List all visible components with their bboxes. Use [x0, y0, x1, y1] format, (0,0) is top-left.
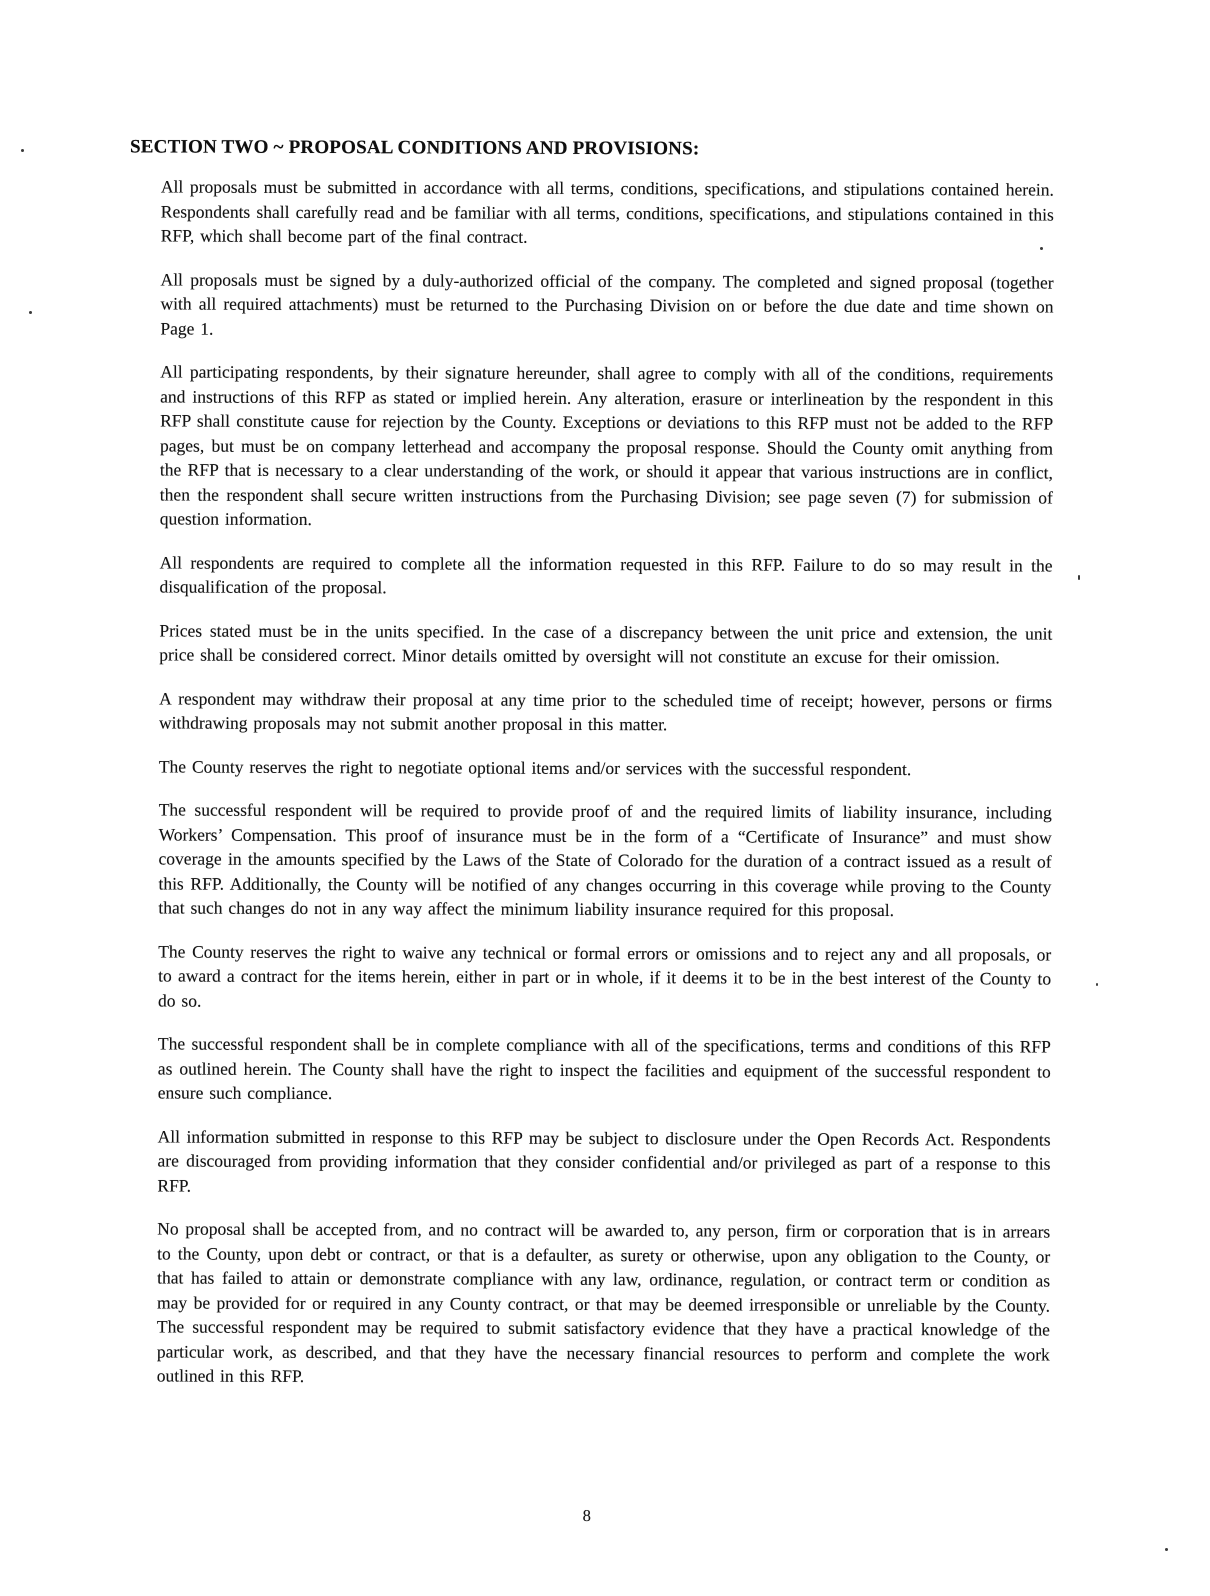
- page-number: 8: [582, 1505, 591, 1525]
- document-body: [157, 174, 1054, 1410]
- paragraph-insurance: The successful respondent will be required to provide proof of and the required limits of liability insurance, including Workers’ Compensation. This proof of insurance must be in the form of a “Certificate of Insurance” and must show coverage in the amounts specified by the Laws of the State of Colorado for the duration of a contract issued as a result of this RFP. Additionally, the County will be notified of any changes occurring in this coverage while proving to the County that such changes do not in any way affect the minimum liability insurance required for this proposal.: [158, 799, 1052, 921]
- paragraph-negotiate-options: The County reserves the right to negotiate optional items and/or services with the successful respondent.: [158, 755, 912, 779]
- scan-artifact-dot: [1040, 247, 1043, 250]
- paragraph-inspection: The successful respondent shall be in complete compliance with all of the specifications, terms and conditions of this RFP as outlined herein. The County shall have the right to inspect the facilities and equipment of the successful respondent to ensure such compliance.: [157, 1033, 1051, 1104]
- paragraph-compliance-conditions: All participating respondents, by their signature hereunder, shall agree to comply with all of the conditions, requirements and instructions of this RFP as stated or implied herein. Any alteration, erasure or interlineation by the respondent in this RFP shall constitute cause for rejection by the County. Exceptions or deviations to this RFP must not be added to the RFP pages, but must be on company letterhead and accompany the proposal response. Should the County omit anything from the RFP that is necessary to a clear understanding of the work, or should it appear that various instructions are in conflict, then the respondent shall secure written instructions from the Purchasing Division; see page seven (7) for submission of question information.: [159, 361, 1054, 529]
- scan-artifact-dot: [1078, 575, 1080, 580]
- scan-artifact-dot: [29, 311, 32, 314]
- section-heading: SECTION TWO ~ PROPOSAL CONDITIONS AND PROVISIONS:: [130, 136, 700, 160]
- paragraph-open-records: All information submitted in response to this RFP may be subject to disclosure under the Open Records Act. Respondents are discouraged from providing information that they consider confidential and/or privileged as part of a response to this RFP.: [157, 1125, 1051, 1196]
- paragraph-eligibility: No proposal shall be accepted from, and no contract will be awarded to, any person, firm or corporation that is in arrears to the County, upon debt or contract, or that is a defaulter, as surety or otherwise, upon any obligation to the County, or that has failed to attain or demonstrate compliance with any law, ordinance, regulation, or contract term or condition as may be provided for or required in any County contract, or that may be deemed irresponsible or unreliable by the County. The successful respondent may be required to submit satisfactory evidence that they have a practical knowledge of the particular work, as described, and that they have the necessary financial resources to perform and complete the work outlined in this RFP.: [156, 1218, 1051, 1386]
- paragraph-complete-information: All respondents are required to complete all the information requested in this RFP. Failure to do so may result in the disqualification of the proposal.: [159, 551, 1053, 598]
- scan-artifact-dot: [21, 149, 24, 152]
- paragraph-submission-terms: All proposals must be submitted in accordance with all terms, conditions, specifications, and stipulations contained herein. Respondents shall carefully read and be familiar with all terms, conditions, specifications, and stipulations contained in this RFP, which shall become part of the final contract.: [160, 176, 1054, 247]
- scan-artifact-dot: [1165, 1548, 1168, 1551]
- paragraph-prices-units: Prices stated must be in the units specified. In the case of a discrepancy between the unit price and extension, the unit price shall be considered correct. Minor details omitted by oversight will not constitute an excuse for their omission.: [159, 619, 1053, 668]
- paragraph-signature-required: All proposals must be signed by a duly-authorized official of the company. The completed and signed proposal (together with all required attachments) must be returned to the Purchasing Division on or before the due date and time shown on Page 1.: [160, 268, 1054, 339]
- scan-artifact-dot: [1096, 983, 1098, 986]
- paragraph-waive-errors: The County reserves the right to waive any technical or formal errors or omissions and to reject any and all proposals, or to award a contract for the items herein, either in part or in whole, if it deems it to be in the best interest of the County to do so.: [158, 940, 1052, 1011]
- paragraph-withdrawal: A respondent may withdraw their proposal at any time prior to the scheduled time of receipt; however, persons or firms withdrawing proposals may not submit another proposal in this matter.: [158, 687, 1053, 735]
